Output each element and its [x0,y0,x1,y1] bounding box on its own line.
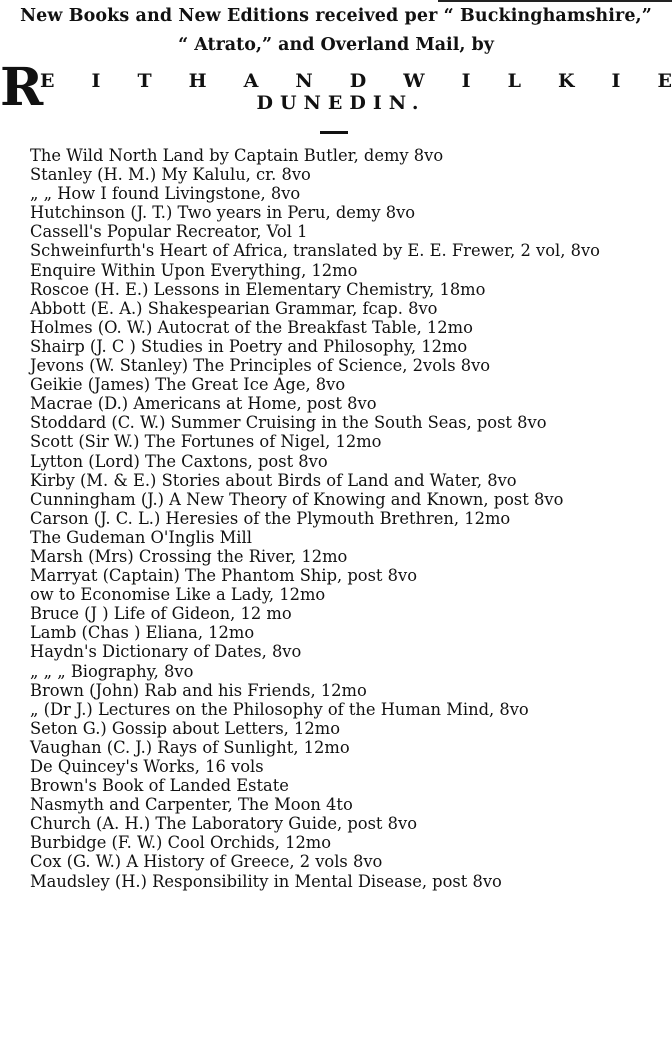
firm-name [40,70,672,92]
book-entry: Hutchinson (J. T.) Two years in Peru, demy 8vo [30,203,416,223]
firm-letter: I [461,70,471,92]
book-entry: „ (Dr J.) Lectures on the Philosophy of the Human Mind, 8vo [30,699,529,719]
book-entry: Church (A. H.) The Laboratory Guide, post 8vo [30,814,418,834]
book-entry: The Wild North Land by Captain Butler, demy 8vo [30,146,444,165]
divider-dash [320,131,348,134]
firm-letter: A [243,70,259,92]
book-entry: Schweinfurth's Heart of Africa, translated by E. E. Frewer, 2 vol, 8vo [30,241,600,261]
book-entry: The Gudeman O'Inglis Mill [30,527,252,547]
book-entry: „ „ How I found Livingstone, 8vo [30,184,301,204]
book-entry: Haydn's Dictionary of Dates, 8vo [30,642,302,662]
heading-line-2: “ Atrato,” and Overland Mail, by [178,35,494,55]
book-entry: Carson (J. C. L.) Heresies of the Plymouth Brethren, 12mo [30,508,511,528]
firm-letter: W [403,70,425,92]
book-entry: „ „ „ Biography, 8vo [30,661,194,681]
firm-letter: E [40,70,55,92]
book-entry: Nasmyth and Carpenter, The Moon 4to [30,795,353,815]
book-entry: Brown (John) Rab and his Friends, 12mo [30,680,367,700]
book-entry: Marryat (Captain) The Phantom Ship, post 8vo [30,566,417,586]
book-entry: Cox (G. W.) A History of Greece, 2 vols 8vo [30,852,383,872]
book-entry: ow to Economise Like a Lady, 12mo [30,585,326,605]
firm-letter: D [349,70,367,92]
book-entry: Roscoe (H. E.) Lessons in Elementary Chemistry, 18mo [30,279,486,299]
book-entry: Burbidge (F. W.) Cool Orchids, 12mo [30,833,332,853]
book-entry: Bruce (J ) Life of Gideon, 12 mo [30,604,292,624]
firm-letter: I [91,70,101,92]
top-rule [438,0,672,2]
book-entry: Holmes (O. W.) Autocrat of the Breakfast Table, 12mo [30,317,473,337]
book-entry: De Quincey's Works, 16 vols [30,757,264,776]
firm-letter: N [295,70,313,92]
book-entry: Vaughan (C. J.) Rays of Sunlight, 12mo [30,737,350,757]
book-entry: Jevons (W. Stanley) The Principles of Science, 2vols 8vo [30,356,491,376]
book-entry: Lamb (Chas ) Eliana, 12mo [30,623,255,643]
book-entry: Marsh (Mrs) Crossing the River, 12mo [30,546,348,566]
book-entry: Seton G.) Gossip about Letters, 12mo [30,718,340,738]
book-entry: Brown's Book of Landed Estate [30,776,289,796]
firm-letter: K [557,70,575,92]
book-entry: Lytton (Lord) The Caxtons, post 8vo [30,451,328,471]
city-name: DUNEDIN. [256,92,426,114]
firm-letter: L [507,70,521,92]
drop-cap-letter: R [0,57,44,118]
book-entry: Shairp (J. C ) Studies in Poetry and Philosophy, 12mo [30,336,468,356]
book-entry: Cunningham (J.) A New Theory of Knowing and Known, post 8vo [30,489,564,509]
book-entry: Maudsley (H.) Responsibility in Mental Disease, post 8vo [30,871,502,891]
book-entry: Enquire Within Upon Everything, 12mo [30,260,358,280]
book-entry: Stanley (H. M.) My Kalulu, cr. 8vo [30,165,311,185]
firm-letter: I [611,70,621,92]
book-entry: Abbott (E. A.) Shakespearian Grammar, fcap. 8vo [30,298,438,318]
firm-letter: T [137,70,152,92]
book-entry: Kirby (M. & E.) Stories about Birds of Land and Water, 8vo [30,470,517,490]
book-entry: Cassell's Popular Recreator, Vol 1 [30,222,308,242]
book-list [30,146,668,891]
book-entry: Scott (Sir W.) The Fortunes of Nigel, 12mo [30,432,382,452]
book-entry: Geikie (James) The Great Ice Age, 8vo [30,375,346,395]
firm-letter: E [657,70,672,92]
heading-line-1: New Books and New Editions received per “ Buckinghamshire,” [20,6,652,26]
book-entry: Macrae (D.) Americans at Home, post 8vo [30,394,377,414]
book-entry: Stoddard (C. W.) Summer Cruising in the South Seas, post 8vo [30,413,547,433]
firm-letter: H [188,70,207,92]
